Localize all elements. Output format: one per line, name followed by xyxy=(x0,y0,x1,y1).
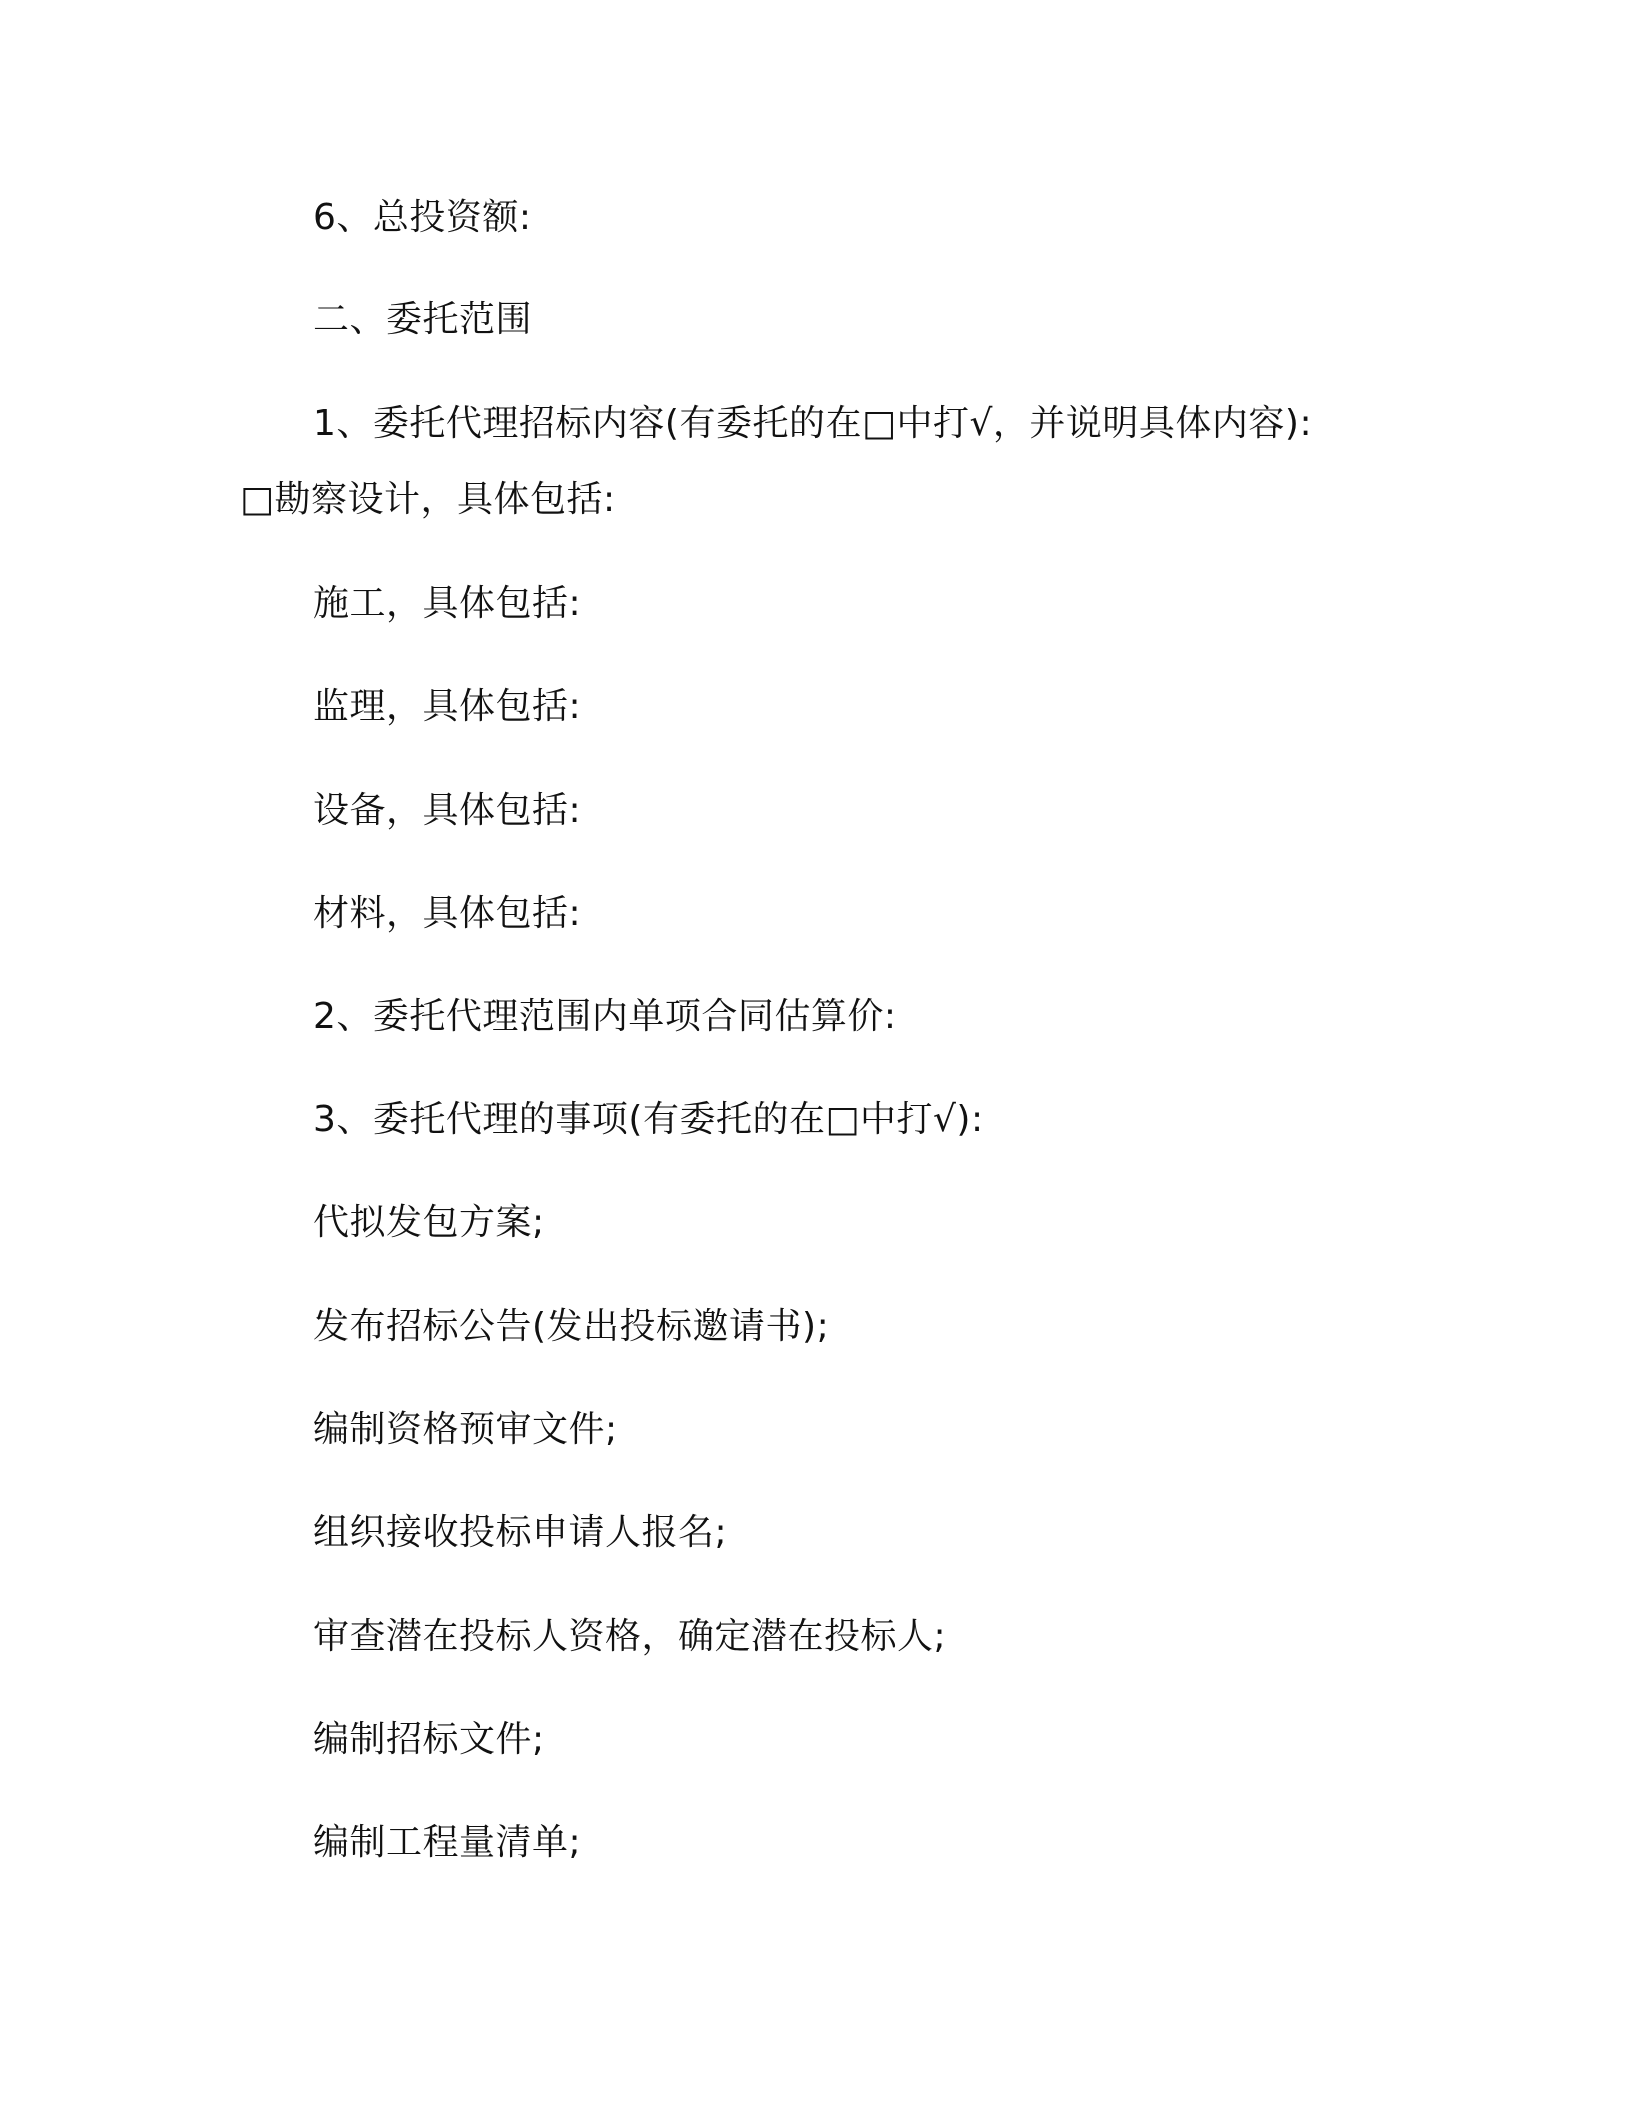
item-equipment: 设备，具体包括: xyxy=(313,790,582,831)
item-construction: 施工，具体包括: xyxy=(313,583,582,624)
item-survey-design: □勘察设计，具体包括: xyxy=(240,479,616,520)
item-entrusted-matters: 3、委托代理的事项(有委托的在□中打√): xyxy=(313,1099,984,1140)
matter-prequal-docs: 编制资格预审文件; xyxy=(313,1409,618,1450)
matter-tender-docs: 编制招标文件; xyxy=(313,1719,545,1760)
matter-bill-of-quantities: 编制工程量清单; xyxy=(313,1822,582,1863)
matter-publish-notice: 发布招标公告(发出投标邀请书); xyxy=(313,1306,830,1347)
item-supervision: 监理，具体包括: xyxy=(313,686,582,727)
matter-draft-plan: 代拟发包方案; xyxy=(313,1202,545,1243)
item-contract-estimate: 2、委托代理范围内单项合同估算价: xyxy=(313,996,897,1037)
item-materials: 材料，具体包括: xyxy=(313,893,582,934)
item-total-investment: 6、总投资额: xyxy=(313,197,532,238)
matter-registration: 组织接收投标申请人报名; xyxy=(313,1512,728,1553)
matter-review-bidders: 审查潜在投标人资格，确定潜在投标人; xyxy=(313,1616,947,1657)
item-entrusted-content: 1、委托代理招标内容(有委托的在□中打√，并说明具体内容): xyxy=(313,403,1313,444)
section-heading-scope: 二、委托范围 xyxy=(313,299,533,340)
